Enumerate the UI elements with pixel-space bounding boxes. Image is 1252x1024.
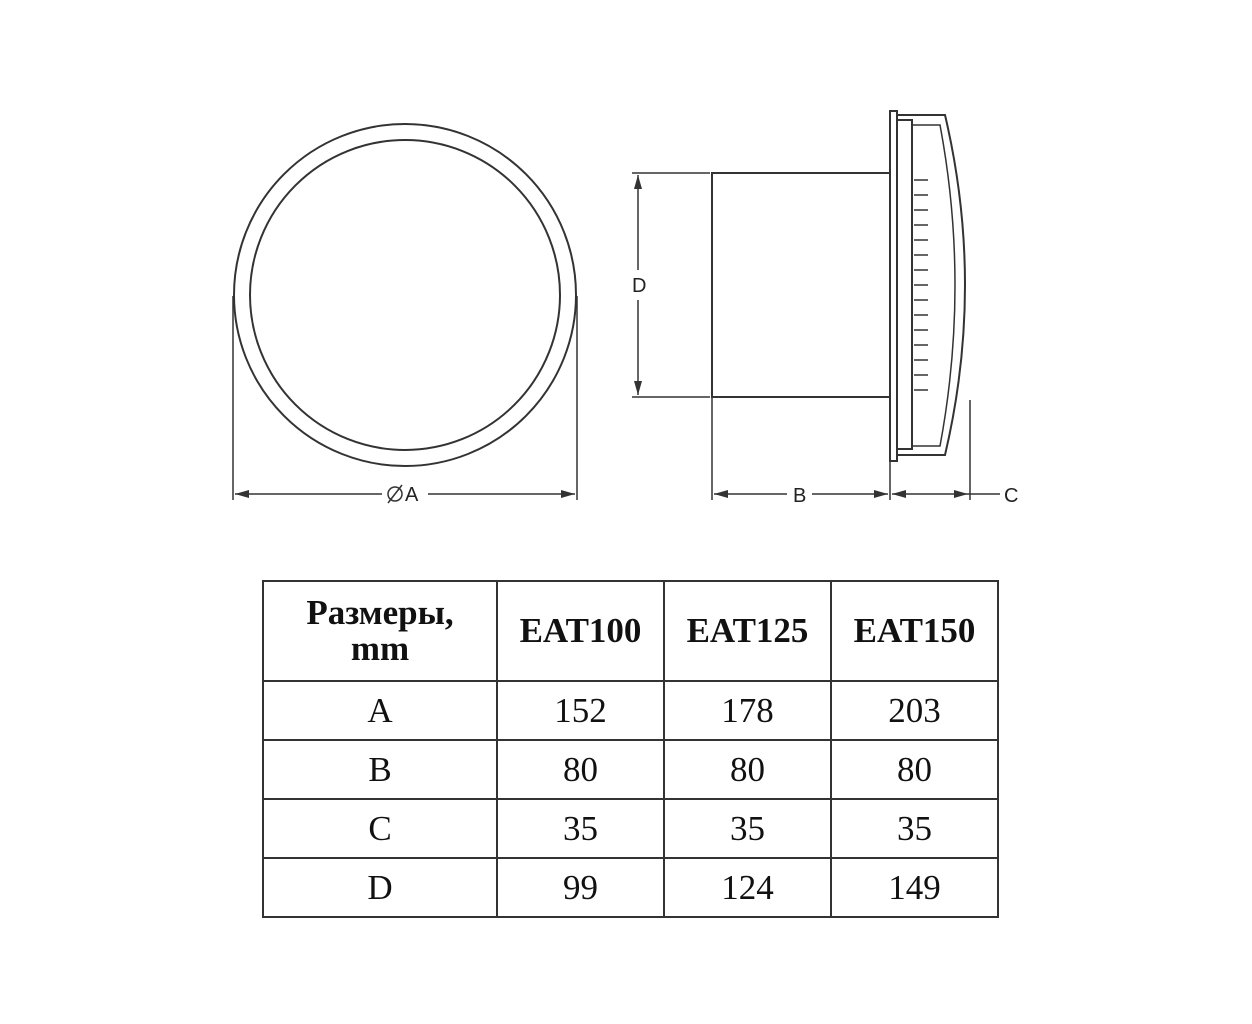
row-label: C (263, 799, 497, 858)
table-row (263, 799, 998, 858)
front-panel-plate (890, 111, 897, 461)
length-label: B (793, 485, 807, 507)
cell-value: 80 (497, 740, 664, 799)
duct-diameter-label: D (632, 275, 647, 297)
diameter-symbol-icon (388, 485, 402, 503)
table-header-row (263, 581, 998, 681)
cell-value: 99 (497, 858, 664, 917)
cell-value: 35 (831, 799, 998, 858)
louvres (914, 180, 928, 390)
front-view (233, 124, 577, 503)
diameter-arrow-right (561, 490, 575, 498)
b-arrow-left (714, 490, 728, 498)
c-arrow-right (954, 490, 968, 498)
c-arrow-left (892, 490, 906, 498)
row-label: A (263, 681, 497, 740)
front-depth-label: C (1004, 485, 1019, 507)
table-row (263, 858, 998, 917)
dimensions-table (262, 580, 999, 918)
cell-value: 124 (664, 858, 831, 917)
d-arrow-bottom (634, 381, 642, 395)
header-model-eat100: EAT100 (497, 581, 664, 681)
table-row (263, 740, 998, 799)
front-outer-circle (234, 124, 576, 466)
header-dimensions-line2: mm (350, 629, 410, 668)
cell-value: 152 (497, 681, 664, 740)
side-view (632, 111, 1000, 500)
diameter-arrow-left (235, 490, 249, 498)
header-model-eat150: EAT150 (831, 581, 998, 681)
cell-value: 35 (664, 799, 831, 858)
b-arrow-right (874, 490, 888, 498)
cell-value: 203 (831, 681, 998, 740)
table-row (263, 681, 998, 740)
header-model-eat125: EAT125 (664, 581, 831, 681)
cell-value: 149 (831, 858, 998, 917)
row-label: D (263, 858, 497, 917)
duct-body (712, 173, 890, 397)
d-arrow-top (634, 175, 642, 189)
panel-inner-outline (897, 120, 912, 449)
cell-value: 80 (831, 740, 998, 799)
front-inner-circle (250, 140, 560, 450)
header-dimensions-line1: Размеры, (306, 593, 454, 632)
cell-value: 35 (497, 799, 664, 858)
cell-value: 80 (664, 740, 831, 799)
header-dimensions-mm (263, 581, 497, 681)
row-label: B (263, 740, 497, 799)
diameter-label: A (405, 484, 419, 506)
cell-value: 178 (664, 681, 831, 740)
